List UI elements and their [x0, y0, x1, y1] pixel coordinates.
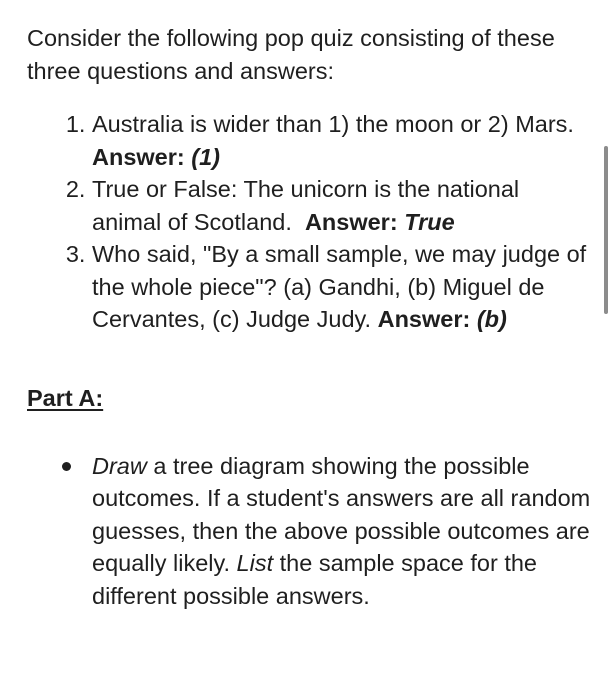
task-emphasis-list: List [236, 550, 274, 577]
part-a-heading: Part A: [27, 384, 104, 411]
question-text: Australia is wider than 1) the moon or 2) Mars. [92, 111, 574, 137]
task-emphasis-draw: Draw [92, 452, 147, 479]
task-text: a tree diagram showing the possible outcomes. If a student's answers are all random guesses, then the above possible outcomes are equally likely. [92, 452, 591, 577]
answer-label: Answer: [92, 143, 185, 170]
answer-label: Answer: [304, 208, 398, 235]
bullet-icon [62, 462, 71, 471]
task-list [27, 450, 592, 613]
answer-value: True [404, 208, 455, 235]
question-item [92, 238, 592, 336]
document-body [27, 22, 592, 612]
task-item [92, 450, 592, 613]
question-item [92, 173, 592, 238]
answer-label: Answer: [377, 306, 471, 332]
answer-value: (1) [191, 143, 220, 170]
question-text: True or False: The unicorn is the national animal of Scotland. [92, 176, 520, 235]
answer-value: (b) [476, 306, 507, 332]
task-text: the sample space for the different possible answers. [92, 550, 537, 609]
question-list [27, 108, 592, 336]
question-text: Who said, "By a small sample, we may judge of the whole piece"? (a) Gandhi, (b) Miguel de Cervantes, (c) Judge Judy. [92, 241, 587, 332]
intro-paragraph: Consider the following pop quiz consisting of these three questions and answers: [27, 25, 555, 84]
question-item [92, 108, 592, 173]
scrollbar-thumb[interactable] [604, 146, 608, 314]
